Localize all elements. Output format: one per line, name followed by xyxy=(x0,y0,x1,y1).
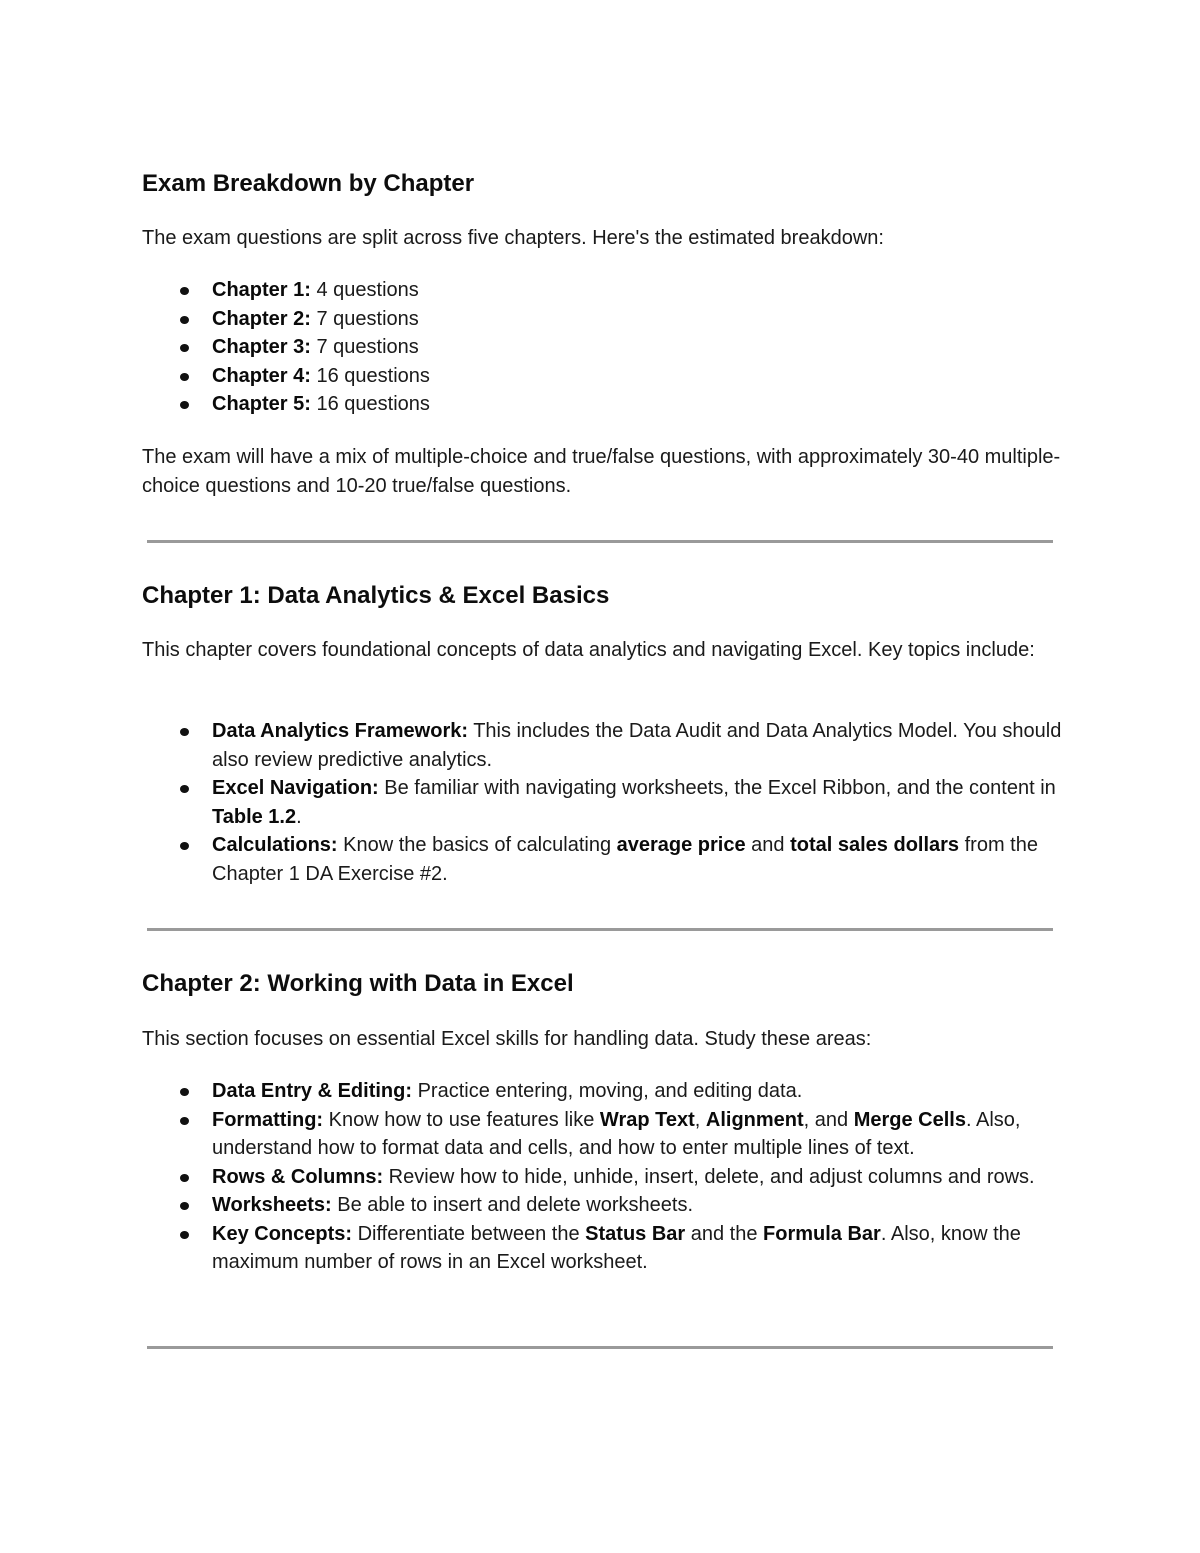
bullet-icon xyxy=(180,316,189,324)
item-text: 7 questions xyxy=(310,336,419,358)
list-item xyxy=(142,1191,1062,1220)
item-text: , xyxy=(694,1108,706,1131)
item-label: Formatting: xyxy=(212,1108,324,1131)
chapter2-heading: Chapter 2: Working with Data in Excel xyxy=(142,970,574,997)
item-label: Calculations: xyxy=(212,834,338,856)
item-label: Chapter 4: xyxy=(212,364,311,387)
list-item xyxy=(142,1163,1062,1192)
chapter1-heading: Chapter 1: Data Analytics & Excel Basics xyxy=(142,582,610,609)
item-text: Practice entering, moving, and editing data. xyxy=(412,1080,803,1102)
item-emphasis: average price xyxy=(616,834,746,856)
list-item xyxy=(142,831,1062,888)
item-label: Rows & Columns: xyxy=(212,1165,384,1188)
item-label: Chapter 5: xyxy=(212,393,311,415)
chapter1-section xyxy=(142,581,1062,611)
bullet-icon xyxy=(180,785,189,793)
list-item xyxy=(142,717,1062,774)
list-item xyxy=(142,390,1062,419)
breakdown-list-block xyxy=(142,276,1062,419)
item-text: Be able to insert and delete worksheets. xyxy=(331,1194,693,1216)
breakdown-outro-block xyxy=(142,443,1062,500)
section-divider xyxy=(147,928,1053,931)
chapter2-intro: This section focuses on essential Excel skills for handling data. Study these areas: xyxy=(142,1028,872,1050)
item-label: Data Analytics Framework: xyxy=(212,720,469,742)
chapter2-section xyxy=(142,969,1062,999)
bullet-icon xyxy=(180,344,189,352)
list-item xyxy=(142,305,1062,334)
item-label: Chapter 1: xyxy=(212,279,311,301)
bullet-icon xyxy=(180,842,189,850)
item-text: Review how to hide, unhide, insert, delete, and adjust columns and rows. xyxy=(383,1165,1035,1188)
bullet-icon xyxy=(180,373,189,381)
item-text: This includes the Data Audit and Data Analytics Model. You should also review predictive analytics. xyxy=(212,720,1062,771)
item-text: . Also, understand how to format data and cells, and how to enter multiple lines of text. xyxy=(212,1108,1021,1159)
item-label: Chapter 2: xyxy=(212,307,311,330)
item-text: 16 questions xyxy=(310,364,430,387)
chapter1-list xyxy=(142,717,1062,888)
list-item xyxy=(142,1106,1062,1163)
bullet-icon xyxy=(180,401,189,409)
item-label: Data Entry & Editing: xyxy=(212,1080,413,1102)
item-text: 7 questions xyxy=(310,307,419,330)
item-label: Key Concepts: xyxy=(212,1222,353,1245)
item-text: 16 questions xyxy=(310,393,430,415)
bullet-icon xyxy=(180,287,189,295)
item-emphasis: total sales dollars xyxy=(790,834,960,856)
bullet-icon xyxy=(180,1202,189,1210)
section-divider xyxy=(147,540,1053,543)
item-emphasis: Alignment xyxy=(705,1108,804,1131)
list-item xyxy=(142,1220,1062,1277)
item-emphasis: Merge Cells xyxy=(853,1108,966,1131)
bullet-icon xyxy=(180,1117,189,1125)
chapter1-intro: This chapter covers foundational concepts of data analytics and navigating Excel. Key topics include: xyxy=(142,639,1035,661)
item-label: Chapter 3: xyxy=(212,336,311,358)
breakdown-outro: The exam will have a mix of multiple-choice and true/false questions, with approximately 30-40 multiple-choice questions and 10-20 true/false questions. xyxy=(142,446,1061,497)
chapter2-list-block xyxy=(142,1077,1062,1277)
item-text: Be familiar with navigating worksheets, the Excel Ribbon, and the content in xyxy=(378,777,1056,799)
breakdown-section xyxy=(142,169,1062,199)
item-text: Know how to use features like xyxy=(323,1108,600,1131)
bullet-icon xyxy=(180,1174,189,1182)
breakdown-intro-block xyxy=(142,224,1062,253)
bullet-icon xyxy=(180,1088,189,1096)
bullet-icon xyxy=(180,728,189,736)
list-item xyxy=(142,362,1062,391)
item-text: 4 questions xyxy=(310,279,419,301)
breakdown-heading: Exam Breakdown by Chapter xyxy=(142,170,475,197)
chapter1-intro-block xyxy=(142,636,1062,665)
bullet-icon xyxy=(180,1231,189,1239)
section-divider xyxy=(147,1346,1053,1349)
chapter2-intro-block xyxy=(142,1025,1062,1054)
item-text: , and xyxy=(803,1108,854,1131)
item-text: . xyxy=(296,805,302,828)
item-text: Know the basics of calculating xyxy=(337,834,617,856)
item-text: and the xyxy=(685,1222,764,1245)
item-label: Excel Navigation: xyxy=(212,777,379,799)
list-item xyxy=(142,333,1062,362)
chapter2-list xyxy=(142,1077,1062,1277)
breakdown-list xyxy=(142,276,1062,419)
list-item xyxy=(142,1077,1062,1106)
item-label: Worksheets: xyxy=(212,1194,332,1216)
item-text: . Also, know the maximum number of rows in an Excel worksheet. xyxy=(212,1222,1021,1273)
item-emphasis: Table 1.2 xyxy=(212,805,297,828)
item-emphasis: Formula Bar xyxy=(763,1222,881,1245)
item-text: from the Chapter 1 DA Exercise #2. xyxy=(212,834,1038,885)
item-emphasis: Wrap Text xyxy=(599,1108,695,1131)
item-text: Differentiate between the xyxy=(352,1222,586,1245)
breakdown-intro: The exam questions are split across five chapters. Here's the estimated breakdown: xyxy=(142,227,884,249)
item-emphasis: Status Bar xyxy=(585,1222,686,1245)
item-text: and xyxy=(745,834,791,856)
list-item xyxy=(142,774,1062,831)
chapter1-list-block xyxy=(142,717,1062,888)
list-item xyxy=(142,276,1062,305)
